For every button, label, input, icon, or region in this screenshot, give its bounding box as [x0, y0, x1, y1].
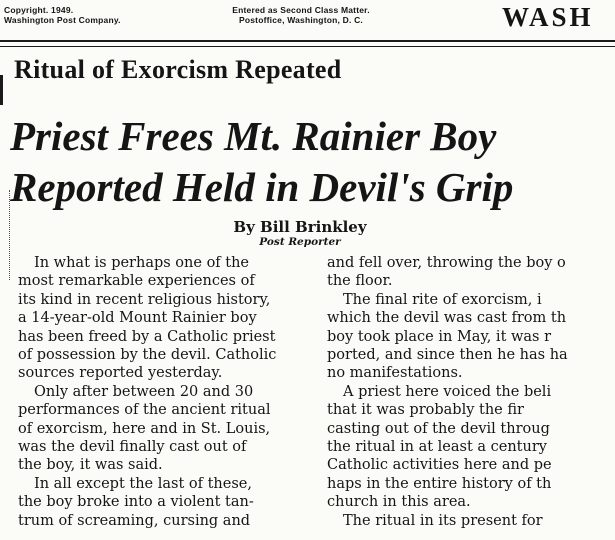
- text-line: performances of the ancient ritual: [18, 402, 271, 419]
- text-line: sources reported yesterday.: [18, 365, 223, 382]
- author-name: By Bill Brinkley: [233, 218, 367, 236]
- text-line: boy took place in May, it was r: [327, 328, 552, 345]
- text-line: which the devil was cast from th: [327, 310, 567, 327]
- headline-line-1: Priest Frees Mt. Rainier Boy: [10, 113, 497, 159]
- article-column-1: [18, 254, 326, 530]
- text-line: the floor.: [327, 273, 393, 290]
- text-line: that it was probably the fir: [327, 402, 524, 419]
- masthead-rule-thin: [0, 46, 615, 47]
- newspaper-name: WASH: [502, 2, 594, 32]
- text-line: the ritual in at least a century: [327, 439, 547, 456]
- copyright-line-2: Washington Post Company.: [4, 15, 121, 25]
- masthead-rule: [0, 40, 615, 42]
- text-line: ported, and since then he has ha: [327, 347, 568, 364]
- text-line: of possession by the devil. Catholic: [18, 347, 277, 364]
- copyright-line-1: Copyright. 1949.: [4, 5, 74, 15]
- text-line: most remarkable experiences of: [18, 273, 255, 290]
- entry-line-2: Postoffice, Washington, D. C.: [238, 15, 363, 25]
- masthead: [0, 0, 615, 44]
- text-line: was the devil finally cast out of: [18, 439, 247, 456]
- text-line: In what is perhaps one of the: [34, 255, 250, 271]
- text-line: and fell over, throwing the boy o: [327, 255, 566, 271]
- text-line: Only after between 20 and 30: [34, 383, 254, 400]
- mail-entry-notice: [203, 5, 399, 25]
- text-line: the boy, it was said.: [18, 457, 163, 474]
- text-line: The final rite of exorcism, i: [343, 291, 542, 308]
- text-line: In all except the last of these,: [34, 475, 252, 492]
- text-line: its kind in recent religious history,: [18, 291, 271, 308]
- text-line: A priest here voiced the beli: [343, 383, 552, 400]
- text-line: the boy broke into a violent tan-: [18, 494, 254, 511]
- text-line: of exorcism, here and in St. Louis,: [18, 420, 271, 437]
- text-line: a 14-year-old Mount Rainier boy: [18, 310, 257, 327]
- text-line: haps in the entire history of th: [327, 475, 552, 492]
- byline: [210, 218, 390, 248]
- text-line: The ritual in its present for: [343, 512, 543, 529]
- entry-line-1: Entered as Second Class Matter.: [232, 5, 370, 15]
- copyright-notice: [4, 5, 121, 25]
- text-line: has been freed by a Catholic priest: [18, 328, 276, 345]
- headline-line-2: Reported Held in Devil's Grip: [10, 164, 514, 210]
- text-line: trum of screaming, cursing and: [18, 512, 251, 529]
- article-column-2: [327, 254, 615, 530]
- text-line: Catholic activities here and pe: [327, 457, 552, 474]
- margin-mark: [0, 75, 3, 105]
- text-line: no manifestations.: [327, 365, 463, 382]
- text-line: casting out of the devil throug: [327, 420, 550, 437]
- kicker-headline: Ritual of Exorcism Repeated: [14, 55, 342, 84]
- text-line: church in this area.: [327, 494, 471, 511]
- author-role: Post Reporter: [259, 236, 341, 248]
